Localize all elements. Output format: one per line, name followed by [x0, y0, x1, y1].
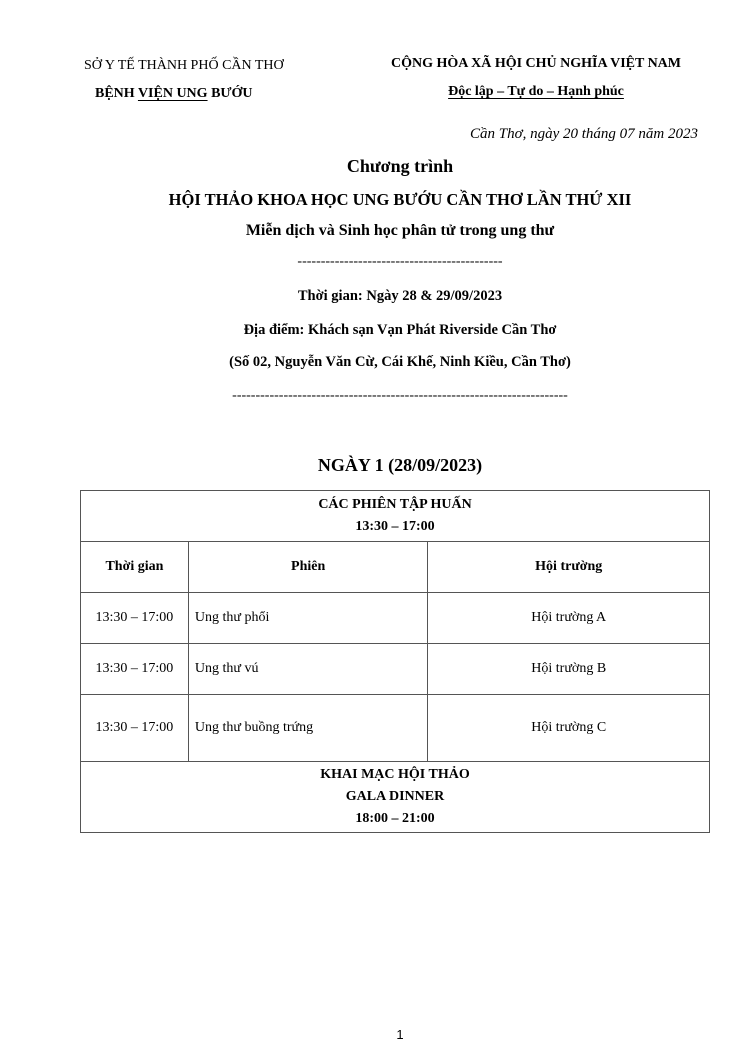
opening-cell	[81, 762, 710, 833]
gala-title: GALA DINNER	[345, 789, 445, 804]
row-hall: Hội trường A	[428, 593, 710, 644]
row-session: Ung thư buồng trứng	[188, 695, 428, 762]
national-motto	[374, 84, 698, 100]
row-session: Ung thư phổi	[188, 593, 428, 644]
training-time: 13:30 – 17:00	[355, 519, 435, 534]
row-hall: Hội trường C	[428, 695, 710, 762]
program-title: Chương trình	[346, 156, 454, 176]
row-time: 13:30 – 17:00	[81, 695, 189, 762]
national-title: CỘNG HÒA XÃ HỘI CHỦ NGHĨA VIỆT NAM	[390, 56, 681, 71]
conference-subtitle: Miễn dịch và Sinh học phân tử trong ung thư	[245, 222, 555, 239]
row-time: 13:30 – 17:00	[81, 644, 189, 695]
training-header-row	[81, 491, 710, 542]
training-title: CÁC PHIÊN TẬP HUẤN	[318, 497, 472, 512]
column-header-row	[81, 542, 710, 593]
hospital-name-part3: BƯỚU	[207, 86, 253, 101]
issuing-hospital	[95, 86, 295, 102]
row-time: 13:30 – 17:00	[81, 593, 189, 644]
row-session: Ung thư vú	[188, 644, 428, 695]
day-title: NGÀY 1 (28/09/2023)	[317, 455, 483, 475]
opening-row	[81, 762, 710, 833]
event-venue: Địa điểm: Khách sạn Vạn Phát Riverside Cần Thơ	[243, 322, 557, 338]
hospital-name-part2: VIỆN UNG	[137, 86, 208, 101]
column-header-session: Phiên	[188, 542, 428, 593]
row-hall: Hội trường B	[428, 644, 710, 695]
conference-title: HỘI THẢO KHOA HỌC UNG BƯỚU CẦN THƠ LẦN THỨ XII	[168, 190, 632, 209]
national-motto-text: Độc lập – Tự do – Hạnh phúc	[448, 84, 624, 99]
event-address: (Số 02, Nguyễn Văn Cừ, Cái Khế, Ninh Kiều, Cần Thơ)	[229, 354, 571, 370]
table-row	[81, 644, 710, 695]
opening-title: KHAI MẠC HỘI THẢO	[320, 767, 470, 782]
table-row	[81, 695, 710, 762]
separator-line: --------------------------------------------	[297, 254, 503, 269]
hospital-name-part1: BỆNH	[95, 86, 138, 101]
page-number: 1	[396, 1027, 404, 1042]
issuing-department: SỞ Y TẾ THÀNH PHỐ CẦN THƠ	[84, 58, 284, 73]
training-header-cell	[81, 491, 710, 542]
document-date: Cần Thơ, ngày 20 tháng 07 năm 2023	[469, 126, 698, 142]
separator-line: ------------------------------------------------------------------------	[232, 388, 568, 403]
schedule-table	[80, 490, 710, 833]
table-row	[81, 593, 710, 644]
event-time: Thời gian: Ngày 28 & 29/09/2023	[297, 288, 503, 304]
column-header-hall: Hội trường	[428, 542, 710, 593]
gala-time: 18:00 – 21:00	[355, 811, 435, 826]
column-header-time: Thời gian	[81, 542, 189, 593]
